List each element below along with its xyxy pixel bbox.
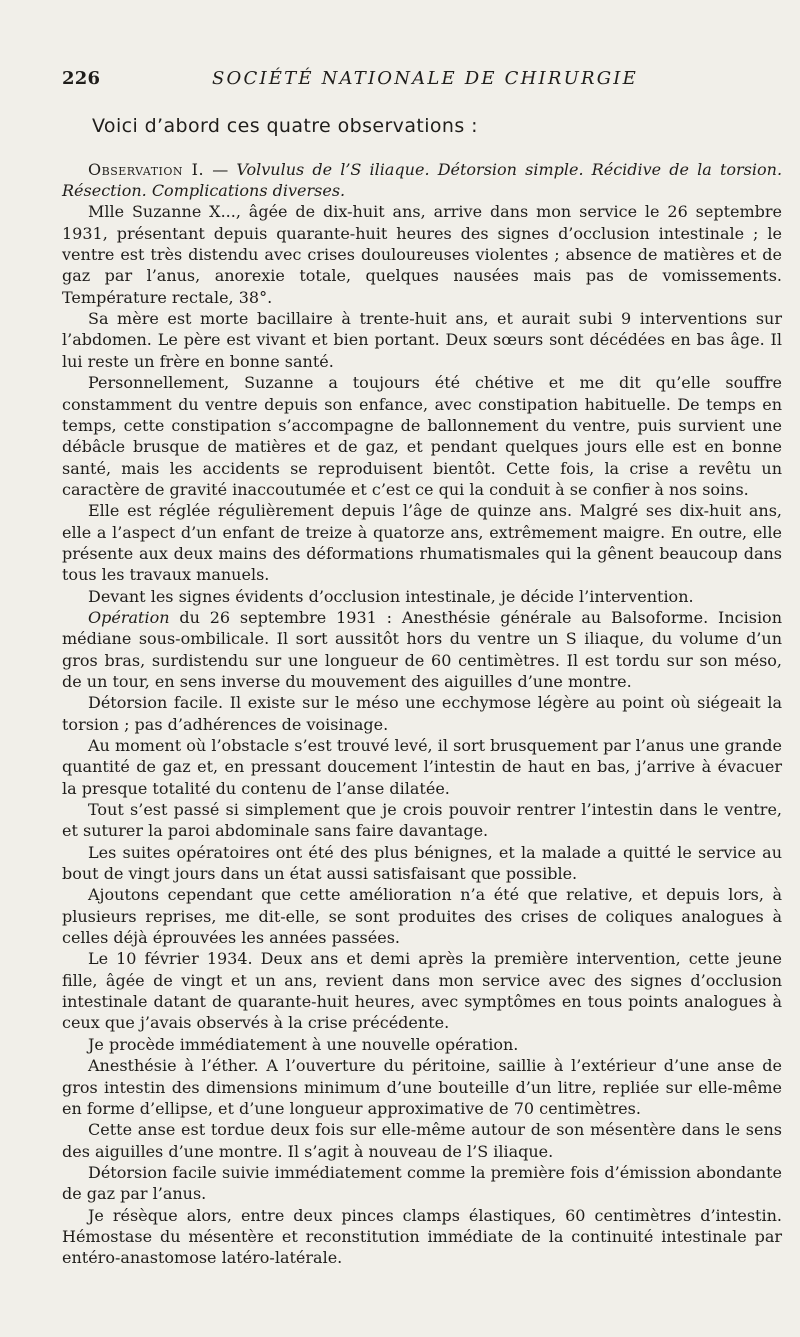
paragraph: Ajoutons cependant que cette amélioration n’a été que relative, et depuis lors, à plusieurs reprises, me dit-elle, se sont produites des crises de coliques analogues à celles déjà éprouvées les années passées. xyxy=(62,885,782,948)
paragraph: Devant les signes évidents d’occlusion intestinale, je décide l’intervention. xyxy=(88,586,694,606)
observation-label: Observation I. xyxy=(88,160,205,179)
paragraph: Anesthésie à l’éther. A l’ouverture du péritoine, saillie à l’extérieur d’une anse de gros intestin des dimensions minimum d’une bouteille d’un litre, repliée sur elle-même en forme d’ellipse, et d’une longueur approximative de 70 centimètres. xyxy=(62,1056,782,1118)
observation-title: Volvulus de l’S iliaque. Détorsion simple. Récidive de la torsion. Résection. Complications diverses. xyxy=(62,160,783,201)
page-header xyxy=(62,68,782,102)
paragraph: Elle est réglée régulièrement depuis l’âge de quinze ans. Malgré ses dix-huit ans, elle a l’aspect d’un enfant de treize à quatorze ans, extrêmement maigre. En outre, elle présente aux deux mains des déformations rhumatismales qui la gênent beaucoup dans tous les travaux manuels. xyxy=(62,501,782,585)
page-number: 226 xyxy=(62,68,101,89)
intro-sentence: Voici d’abord ces quatre observations : xyxy=(92,115,478,137)
running-title: SOCIÉTÉ NATIONALE DE CHIRURGIE xyxy=(212,68,638,89)
paragraph: Je résèque alors, entre deux pinces clamps élastiques, 60 centimètres d’intestin. Hémostase du mésentère et reconstitution immédiate de la continuité intestinale par entéro-anastomose latéro-latérale. xyxy=(62,1205,782,1268)
paragraph: Détorsion facile suivie immédiatement comme la première fois d’émission abondante de gaz par l’anus. xyxy=(62,1162,782,1204)
paragraph: Au moment où l’obstacle s’est trouvé levé, il sort brusquement par l’anus une grande quantité de gaz et, en pressant doucement l’intestin de haut en bas, j’arrive à évacuer la presque totalité du contenu de l’anse dilatée. xyxy=(62,736,782,798)
observation-heading xyxy=(62,159,782,201)
document-page xyxy=(62,68,782,1298)
paragraph: Personnellement, Suzanne a toujours été chétive et me dit qu’elle souffre constamment du ventre depuis son enfance, avec constipation habituelle. De temps en temps, cette constipation s’accompagne de ballonnement du ventre, puis survient une débâcle brusque de matières et de gaz, et pendant quelques jours elle est en bonne santé, mais les accidents se reproduisent bientôt. Cette fois, la crise a revêtu un caractère de gravité inaccoutumée et c’est ce qui la conduit à se confier à nos soins. xyxy=(62,373,782,499)
paragraph: Les suites opératoires ont été des plus bénignes, et la malade a quitté le service au bout de vingt jours dans un état aussi satisfaisant que possible. xyxy=(62,842,782,884)
paragraph: Tout s’est passé si simplement que je crois pouvoir rentrer l’intestin dans le ventre, et suturer la paroi abdominale sans faire davantage. xyxy=(62,800,782,841)
paragraph: Le 10 février 1934. Deux ans et demi après la première intervention, cette jeune fille, âgée de vingt et un ans, revient dans mon service avec des signes d’occlusion intestinale datant de quarante-huit heures, avec symptômes en tous points analogues à ceux que j’avais observés à la crise précédente. xyxy=(62,949,782,1033)
paragraph: Cette anse est tordue deux fois sur elle-même autour de son mésentère dans le sens des aiguilles d’une montre. Il s’agit à nouveau de l’S iliaque. xyxy=(62,1120,782,1161)
paragraph: Détorsion facile. Il existe sur le méso une ecchymose légère au point où siégeait la torsion ; pas d’adhérences de voisinage. xyxy=(62,693,782,734)
operation-paragraph xyxy=(62,607,782,692)
observation-dash: — xyxy=(204,160,237,179)
operation-text: du 26 septembre 1931 : Anesthésie générale au Balsoforme. Incision médiane sous-ombilicale. Il sort aussitôt hors du ventre un S iliaque, du volume d’un gros bras, surdistendu sur une longueur de 60 centimètres. Il est tordu sur son méso, de un tour, en sens inverse du mouvement des aiguilles d’une montre. xyxy=(62,607,782,691)
paragraph: Mlle Suzanne X..., âgée de dix-huit ans, arrive dans mon service le 26 septembre 1931, présentant depuis quarante-huit heures des signes d’occlusion intestinale ; le ventre est très distendu avec crises douloureuses violentes ; absence de matières et de gaz par l’anus, anorexie totale, quelques nausées mais pas de vomissements. Température rectale, 38°. xyxy=(62,202,782,307)
operation-lead: Opération xyxy=(88,607,170,627)
paragraph: Je procède immédiatement à une nouvelle opération. xyxy=(88,1034,519,1054)
paragraph: Sa mère est morte bacillaire à trente-huit ans, et aurait subi 9 interventions sur l’abdomen. Le père est vivant et bien portant. Deux sœurs sont décédées en bas âge. Il lui reste un frère en bonne santé. xyxy=(62,309,782,371)
